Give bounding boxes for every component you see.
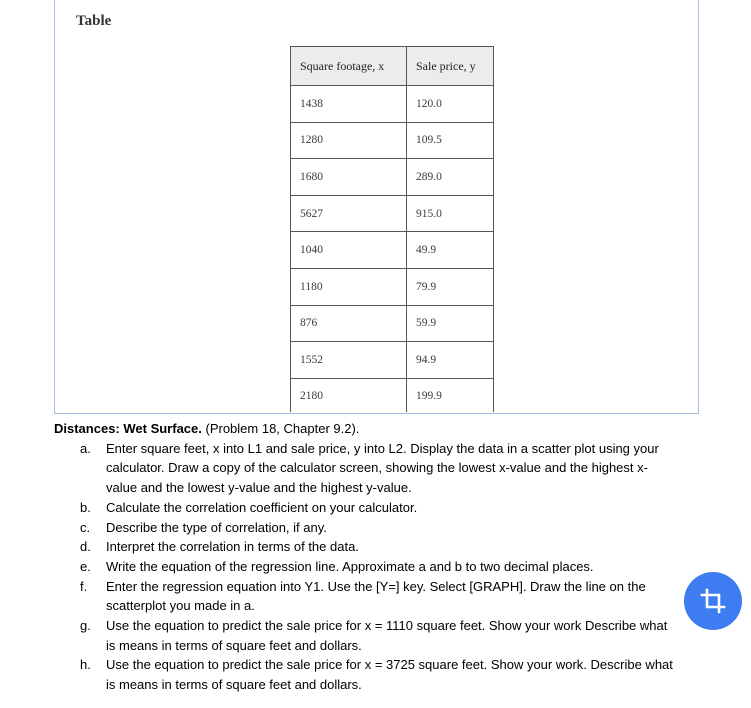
part-text: Use the equation to predict the sale price for x = 3725 square feet. Show your work. Describe what is means in terms of square feet and dollars.: [106, 657, 673, 693]
part-marker: b.: [80, 499, 91, 515]
part-text: Write the equation of the regression line. Approximate a and b to two decimal places.: [106, 558, 594, 574]
cell-square-footage: 1680: [291, 159, 407, 196]
part-marker: c.: [80, 519, 91, 535]
cell-sale-price: 199.9: [407, 378, 494, 412]
header-square-footage: Square footage, x: [291, 47, 407, 86]
table-row: [291, 86, 494, 123]
problem-part: [80, 518, 674, 538]
cell-square-footage: 1280: [291, 122, 407, 159]
table-row: [291, 268, 494, 305]
cell-sale-price: 49.9: [407, 232, 494, 269]
problem-parts-list: [54, 439, 674, 695]
cell-sale-price: 120.0: [407, 86, 494, 123]
cell-sale-price: 109.5: [407, 122, 494, 159]
problem-part: [80, 557, 674, 577]
table-title: Table: [76, 13, 112, 29]
cell-square-footage: 2180: [291, 378, 407, 412]
problem-part: [80, 439, 674, 498]
part-marker: a.: [80, 440, 91, 456]
table-row: [291, 305, 494, 342]
table-header-row: [291, 47, 494, 86]
problem-part: [80, 537, 674, 557]
cell-sale-price: 79.9: [407, 268, 494, 305]
part-text: Use the equation to predict the sale price for x = 1110 square feet. Show your work Describe what is means in terms of square feet and dollars.: [106, 618, 668, 653]
cell-square-footage: 1552: [291, 342, 407, 379]
crop-button[interactable]: [684, 572, 742, 630]
problem-reference: (Problem 18, Chapter 9.2).: [201, 421, 360, 436]
table-row: [291, 378, 494, 412]
cell-square-footage: 1438: [291, 86, 407, 123]
part-marker: h.: [80, 657, 91, 673]
part-text: Enter square feet, x into L1 and sale price, y into L2. Display the data in a scatter plot using your calculator. Draw a copy of the calculator screen, showing the lowest x-value and the highest x-value and the lowest y-value and the highest y-value.: [106, 440, 659, 496]
crop-icon: [698, 586, 728, 616]
table-row: [291, 232, 494, 269]
problem-text: [54, 419, 674, 695]
problem-part: [80, 655, 674, 694]
problem-part: [80, 498, 674, 518]
part-marker: f.: [80, 578, 88, 594]
cell-square-footage: 1040: [291, 232, 407, 269]
data-table: [290, 46, 494, 412]
part-text: Calculate the correlation coefficient on your calculator.: [106, 499, 418, 515]
table-row: [291, 122, 494, 159]
problem-heading: [54, 419, 674, 439]
cell-sale-price: 59.9: [407, 305, 494, 342]
cell-sale-price: 289.0: [407, 159, 494, 196]
cell-square-footage: 5627: [291, 195, 407, 232]
table-row: [291, 342, 494, 379]
part-text: Interpret the correlation in terms of the data.: [106, 539, 359, 555]
table-row: [291, 159, 494, 196]
problem-part: [80, 616, 674, 655]
part-text: Describe the type of correlation, if any.: [106, 519, 327, 535]
problem-title: Distances: Wet Surface.: [54, 421, 202, 436]
part-text: Enter the regression equation into Y1. Use the [Y=] key. Select [GRAPH]. Draw the line on the scatterplot you made in a.: [106, 578, 646, 614]
part-marker: d.: [80, 539, 91, 555]
cell-square-footage: 1180: [291, 268, 407, 305]
problem-part: [80, 577, 674, 616]
table-row: [291, 195, 494, 232]
cell-square-footage: 876: [291, 305, 407, 342]
header-sale-price: Sale price, y: [407, 47, 494, 86]
part-marker: g.: [80, 618, 91, 634]
cell-sale-price: 915.0: [407, 195, 494, 232]
part-marker: e.: [80, 558, 91, 574]
cell-sale-price: 94.9: [407, 342, 494, 379]
